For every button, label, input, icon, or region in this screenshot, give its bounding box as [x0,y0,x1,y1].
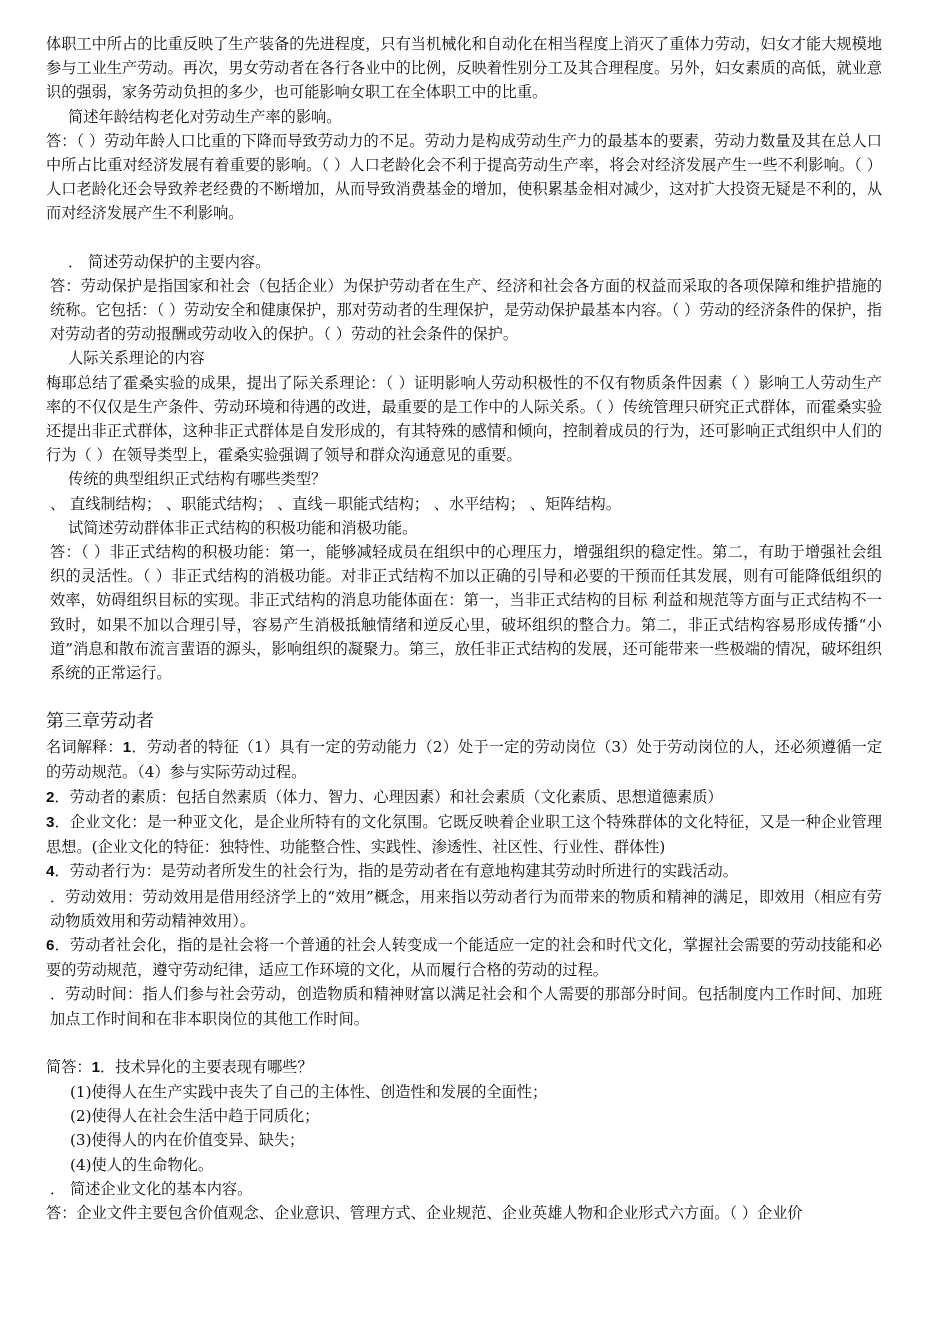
question-aging: 简述年龄结构老化对劳动生产率的影响。 [68,107,342,126]
spacer [46,685,882,709]
answer-corporate-culture: 答：企业文件主要包含价值观念、企业意识、管理方式、企业规范、企业英雄人物和企业形式六方面。（ ）企业价 [46,1203,803,1222]
answer-human-relations: 梅耶总结了霍桑实验的成果，提出了际关系理论：（ ）证明影响人劳动积极性的不仅有物质条件因素（ ）影响工人劳动生产率的不仅仅是生产条件、劳动环境和待遇的改进，最重要的是工作中的人际关系。（ ）传统管理只研究正式群体，而霍桑实验还提出非正式群体，这种非正式群体是自发形成的，有其特殊的感情和倾向，控制着成员的行为，还可影响正式组织中人们的行为（ ）在领导类型上，霍桑实验强调了领导和群众沟通意见的重要。 [46,373,882,465]
short-answer-prefix: 简答： [46,1057,92,1076]
question-org-structure: 传统的典型组织正式结构有哪些类型？ [68,470,327,489]
term-number: 4 [46,863,55,881]
question-informal-structure: 试简述劳动群体非正式结构的积极功能和消极功能。 [68,518,418,537]
term-item [46,810,882,859]
list-item: (2)使得人在社会生活中趋于同质化； [70,1107,320,1126]
term-number: 1 [122,739,132,757]
term-text: ．企业文化：是一种亚文化，是企业所特有的文化氛围。它既反映着企业职工这个特殊群体的文化特征，又是一种企业管理思想。(企业文化的特征：独特性、功能整合性、实践性、渗透性、社区性、行业性、群体性) [46,812,882,857]
term-item [46,735,882,784]
term-text: ．劳动者的特征（1）具有一定的劳动能力（2）处于一定的劳动岗位（3）处于劳动岗位的人，还必须遵循一定的劳动规范。（4）参与实际劳动过程。 [46,738,883,782]
short-answer-question [46,1055,882,1080]
term-item [46,982,882,1030]
term-item [46,933,882,982]
term-text: ．劳动效用：劳动效用是借用经济学上的“效用”概念，用来指以劳动者行为而带来的物质和精神的满足，即效用（相应有劳动物质效用和劳动精神效用）。 [50,887,882,930]
spacer [46,1031,882,1055]
term-prefix: 名词解释： [46,738,123,757]
term-number: 3 [46,813,55,831]
question-human-relations: 人际关系理论的内容 [68,349,205,368]
question-labor-protection: ． 简述劳动保护的主要内容。 [68,252,271,271]
chapter-title: 第三章劳动者 [46,711,154,733]
term-number: 6 [46,936,55,954]
term-item [46,885,882,933]
term-item [46,859,882,884]
answer-labor-protection: 答：劳动保护是指国家和社会（包括企业）为保护劳动者在生产、经济和社会各方面的权益而采取的各项保障和维护措施的统称。它包括：（ ）劳动安全和健康保护，那对劳动者的生理保护，是劳动保护最基本内容。（ ）劳动的经济条件的保护，指对劳动者的劳动报酬或劳动收入的保护。（ ）劳动的社会条件的保护。 [50,276,882,344]
term-text: ．劳动者社会化，指的是社会将一个普通的社会人转变成一个能适应一定的社会和时代文化，掌握社会需要的劳动技能和必要的劳动规范，遵守劳动纪律，适应工作环境的文化，从而履行合格的劳动的过程。 [46,935,882,980]
answer-informal-structure: 答：（ ）非正式结构的积极功能：第一，能够减轻成员在组织中的心理压力，增强组织的稳定性。第二，有助于增强社会组织的灵活性。（ ）非正式结构的消极功能。对非正式结构不加以正确的引导和必要的干预而任其发展，则有可能降低组织的效率，妨碍组织目标的实现。非正式结构的消息功能体面在：第一，当非正式结构的目标 利益和规范等方面与正式结构不一致时，如果不加以合理引导，容易产生消极抵触情绪和逆反心里，破坏组织的整合力。第二，非正式结构容易形成传播“小道”消息和散布流言蜚语的源头，影响组织的凝聚力。第三，放任非正式结构的发展，还可能带来一些极端的情况，破坏组织系统的正常运行。 [50,543,882,683]
question-corporate-culture: ． 简述企业文化的基本内容。 [50,1179,253,1198]
question-number: 1 [91,1058,101,1076]
answer-aging: 答：（ ）劳动年龄人口比重的下降而导致劳动力的不足。劳动力是构成劳动生产力的最基本的要素，劳动力数量及其在总人口中所占比重对经济发展有着重要的影响。（ ）人口老龄化会不利于提高劳动生产率，将会对经济发展产生一些不利影响。（ ）人口老龄化还会导致养老经费的不断增加，从而导致消费基金的增加，使积累基金相对减少，这对扩大投资无疑是不利的，从而对经济发展产生不利影响。 [46,131,882,223]
term-text: ．劳动时间：指人们参与社会劳动，创造物质和精神财富以满足社会和个人需要的那部分时间。包括制度内工作时间、加班加点工作时间和在非本职岗位的其他工作时间。 [50,985,882,1028]
question-text: ．技术异化的主要表现有哪些？ [100,1057,313,1076]
term-number: 2 [46,788,55,806]
list-item: (1)使得人在生产实践中丧失了自己的主体性、创造性和发展的全面性； [70,1082,548,1101]
paragraph-intro: 体职工中所占的比重反映了生产装备的先进程度，只有当机械化和自动化在相当程度上消灭了重体力劳动，妇女才能大规模地参与工业生产劳动。再次，男女劳动者在各行各业中的比例，反映着性别分工及其合理程度。另外，妇女素质的高低，就业意识的强弱，家务劳动负担的多少，也可能影响女职工在全体职工中的比重。 [46,35,882,102]
list-item: (3)使得人的内在价值变异、缺失； [70,1131,305,1150]
term-text: ．劳动者的素质：包括自然素质（体力、智力、心理因素）和社会素质（文化素质、思想道德素质） [54,787,723,806]
list-item: (4)使人的生命物化。 [70,1155,214,1174]
spacer [46,226,882,250]
term-text: ．劳动者行为：是劳动者所发生的社会行为，指的是劳动者在有意地构建其劳动时所进行的实践活动。 [54,862,738,881]
answer-org-structure: 、 直线制结构； 、职能式结构； 、直线－职能式结构； 、水平结构； 、矩阵结构。 [50,494,621,513]
term-item [46,785,882,810]
